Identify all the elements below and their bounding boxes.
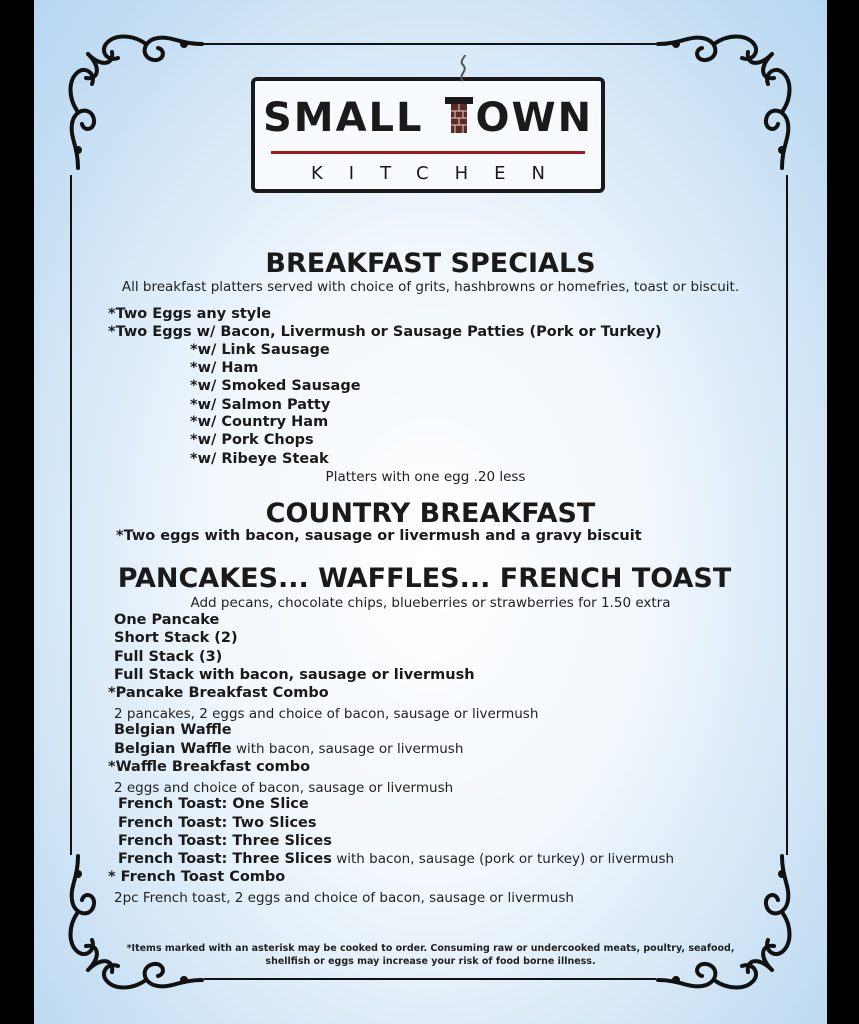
country-breakfast-title: COUNTRY BREAKFAST [265,498,596,529]
pancakes-title: PANCAKES... WAFFLES... FRENCH TOAST [117,563,732,594]
menu-line: French Toast: One Slice [118,796,309,812]
disclaimer-line-1: *Items marked with an asterisk may be cooked to order. Consuming raw or undercooked meats, poultry, seafood, [126,943,735,954]
logo-wordmark [255,95,601,141]
frame-top-line [204,43,656,45]
steam-icon [455,55,475,83]
menu-line: *Waffle Breakfast combo [108,759,311,775]
menu-line: Full Stack (3) [114,649,223,665]
menu-page [34,0,827,1024]
menu-line: Full Stack with bacon, sausage or livermush [114,667,475,683]
breakfast-option: *w/ Smoked Sausage [190,378,361,394]
breakfast-option: *w/ Link Sausage [190,342,330,358]
menu-line: French Toast: Three Slices [118,833,332,849]
chimney-icon [445,97,473,133]
breakfast-option: *w/ Ham [190,360,259,376]
restaurant-logo [251,77,605,193]
menu-line: *Pancake Breakfast Combo [108,685,329,701]
frame-bottom-line [204,978,656,980]
breakfast-item: *Two Eggs any style [108,306,272,322]
breakfast-option: *w/ Ribeye Steak [190,451,329,467]
breakfast-item: *Two Eggs w/ Bacon, Livermush or Sausage Patties (Pork or Turkey) [108,324,662,340]
food-safety-disclaimer [34,942,827,968]
ornament-bottom-right-icon [648,846,798,996]
breakfast-specials-title: BREAKFAST SPECIALS [265,248,596,279]
menu-line: 2 eggs and choice of bacon, sausage or livermush [114,780,454,796]
menu-line: 2 pancakes, 2 eggs and choice of bacon, sausage or livermush [114,706,539,722]
breakfast-specials-subtitle: All breakfast platters served with choice of grits, hashbrowns or homefries, toast or biscuit. [121,279,740,295]
menu-line: French Toast: Three Slices with bacon, sausage (pork or turkey) or livermush [118,851,675,867]
menu-line: One Pancake [114,612,220,628]
logo-red-rule [271,151,585,154]
breakfast-option: *w/ Salmon Patty [190,397,331,413]
breakfast-option: *w/ Country Ham [190,414,329,430]
logo-name-part1: SMALL [262,95,424,141]
menu-line: Belgian Waffle [114,722,232,738]
ornament-top-right-icon [648,28,798,178]
menu-line: Belgian Waffle with bacon, sausage or livermush [114,741,464,757]
logo-subtitle: KITCHEN [311,163,571,184]
breakfast-option: *w/ Pork Chops [190,432,314,448]
menu-line: Short Stack (2) [114,630,238,646]
menu-line: * French Toast Combo [108,869,286,885]
pancakes-subtitle: Add pecans, chocolate chips, blueberries or strawberries for 1.50 extra [190,595,671,611]
logo-name-part2: OWN [475,95,594,141]
breakfast-specials-note: Platters with one egg .20 less [325,469,526,485]
menu-line: French Toast: Two Slices [118,815,317,831]
ornament-top-left-icon [62,28,212,178]
menu-line: 2pc French toast, 2 eggs and choice of bacon, sausage or livermush [114,890,574,906]
disclaimer-line-2: shellfish or eggs may increase your risk of food borne illness. [265,956,596,967]
country-breakfast-item: *Two eggs with bacon, sausage or livermush and a gravy biscuit [116,528,642,544]
